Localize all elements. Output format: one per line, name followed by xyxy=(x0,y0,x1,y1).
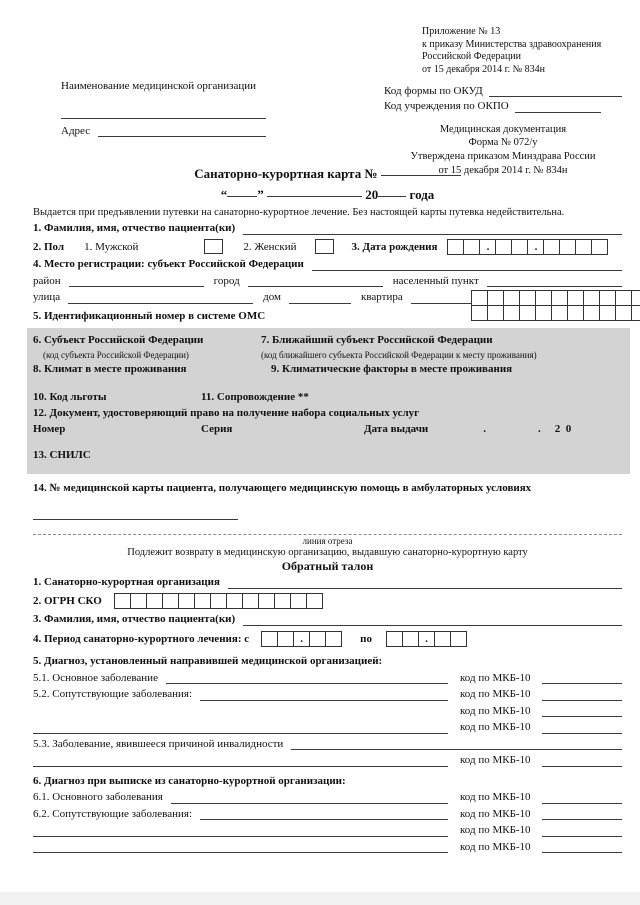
talon-field4-label: 4. Период санаторно-курортного лечения: с xyxy=(33,632,250,645)
org-name-field[interactable] xyxy=(61,92,266,119)
input-cell[interactable] xyxy=(487,305,504,321)
discharge-main-disease-field[interactable] xyxy=(171,792,448,804)
input-cell[interactable] xyxy=(567,290,584,306)
icd-label: код по МКБ-10 xyxy=(460,721,531,734)
period-from-cells[interactable] xyxy=(261,631,342,647)
input-cell[interactable] xyxy=(599,290,616,306)
doc-line: от 15 декабря 2014 г. № 834н xyxy=(438,164,568,176)
input-cell[interactable] xyxy=(535,305,552,321)
house-label: дом xyxy=(263,291,282,303)
field13-label: 13. СНИЛС xyxy=(33,448,91,461)
input-cell[interactable] xyxy=(591,239,608,255)
input-cell[interactable] xyxy=(615,305,632,321)
field8-label: 8. Климат в месте проживания xyxy=(33,362,187,375)
input-cell[interactable] xyxy=(162,593,179,609)
okpo-field[interactable] xyxy=(515,101,601,113)
input-cell[interactable] xyxy=(261,631,278,647)
talon-field5-1-label: 5.1. Основное заболевание xyxy=(33,671,158,684)
icd-code-field[interactable] xyxy=(542,841,622,853)
oms-cells-row2[interactable] xyxy=(471,305,640,321)
period-to-cells[interactable] xyxy=(386,631,467,647)
doc-line: Форма № 072/у xyxy=(468,137,538,149)
field7-label: 7. Ближайший субъект Российской Федерации xyxy=(261,334,493,346)
field1-label: 1. Фамилия, имя, отчество пациента(ки) xyxy=(33,222,236,234)
ambulatory-card-number-field[interactable] xyxy=(33,508,238,520)
annex-line: Российской Федерации xyxy=(422,51,522,62)
icd-code-field[interactable] xyxy=(542,722,622,734)
region-field[interactable] xyxy=(312,259,622,271)
year-field[interactable] xyxy=(378,183,406,197)
input-cell[interactable]: . xyxy=(479,239,496,255)
field10-label: 10. Код льготы xyxy=(33,390,107,403)
street-label: улица xyxy=(33,291,61,303)
input-cell[interactable]: . xyxy=(527,239,544,255)
doc-info xyxy=(384,123,622,178)
district-field[interactable] xyxy=(69,275,204,287)
input-cell[interactable] xyxy=(258,593,275,609)
input-cell[interactable] xyxy=(615,290,632,306)
input-cell[interactable]: . xyxy=(418,631,435,647)
discharge-concomitant-field[interactable] xyxy=(200,808,448,820)
concomitant-disease-field2[interactable] xyxy=(33,722,448,734)
input-cell[interactable] xyxy=(274,593,291,609)
concomitant-disease-field[interactable] xyxy=(200,689,448,701)
disability-disease-field[interactable] xyxy=(291,738,622,750)
icd-code-field[interactable] xyxy=(542,705,622,717)
talon-field2-label: 2. ОГРН СКО xyxy=(33,594,102,607)
icd-code-field[interactable] xyxy=(542,808,622,820)
input-cell[interactable] xyxy=(511,239,528,255)
org-name-label: Наименование медицинской организации xyxy=(61,80,256,92)
annex-text xyxy=(384,26,622,76)
document-number-label: Номер xyxy=(33,422,66,435)
input-cell[interactable] xyxy=(631,290,640,306)
input-cell[interactable] xyxy=(146,593,163,609)
female-label: 2. Женский xyxy=(243,240,297,253)
input-cell[interactable] xyxy=(583,305,600,321)
input-cell[interactable] xyxy=(130,593,147,609)
input-cell[interactable] xyxy=(386,631,403,647)
field12-label: 12. Документ, удостоверяющий право на получение набора социальных услуг xyxy=(33,406,420,419)
male-label: 1. Мужской xyxy=(84,240,139,253)
field7-sublabel: (код ближайшего субъекта Российской Федерации к месту проживания) xyxy=(261,349,537,360)
talon-field3-label: 3. Фамилия, имя, отчество пациента(ки) xyxy=(33,613,236,626)
input-cell[interactable] xyxy=(567,305,584,321)
issue-date-label: Дата выдачи xyxy=(364,422,429,435)
benefits-section xyxy=(27,328,630,474)
input-cell[interactable] xyxy=(535,290,552,306)
sko-organization-field[interactable] xyxy=(228,577,622,589)
field3-label: 3. Дата рождения xyxy=(351,240,438,253)
page-edge-shade xyxy=(0,892,640,905)
issue-note: Выдается при предъявлении путевки на санаторно-курортное лечение. Без настоящей карты путевка недействительна. xyxy=(33,207,565,218)
oms-number-grid xyxy=(471,289,640,324)
settlement-label: населенный пункт xyxy=(392,274,479,287)
field6-label: 6. Субъект Российской Федерации xyxy=(33,334,204,346)
apartment-field[interactable] xyxy=(411,292,471,304)
ogrn-cells[interactable] xyxy=(114,593,323,609)
icd-label: код по МКБ-10 xyxy=(460,840,531,853)
input-cell[interactable] xyxy=(325,631,342,647)
settlement-field[interactable] xyxy=(487,275,622,287)
doc-line: Утверждена приказом Минздрава России xyxy=(410,151,596,163)
talon-field5-3-label: 5.3. Заболевание, явившееся причиной инвалидности xyxy=(33,737,284,750)
issue-date-dot1: . xyxy=(483,422,487,435)
street-field[interactable] xyxy=(68,292,253,304)
input-cell[interactable] xyxy=(290,593,307,609)
icd-label: код по МКБ-10 xyxy=(460,671,531,684)
main-disease-field[interactable] xyxy=(166,672,448,684)
input-cell[interactable] xyxy=(178,593,195,609)
talon-patient-name-field[interactable] xyxy=(243,614,622,626)
input-cell[interactable] xyxy=(559,239,576,255)
annex-line: к приказу Министерства здравоохранения xyxy=(422,38,602,50)
input-cell[interactable] xyxy=(519,290,536,306)
talon-field5-2-label: 5.2. Сопутствующие заболевания: xyxy=(33,688,193,701)
issue-date-dot2: . xyxy=(538,422,541,435)
field2-label: 2. Пол xyxy=(33,240,65,253)
field11-label: 11. Сопровождение ** xyxy=(201,390,309,403)
icd-code-field[interactable] xyxy=(542,825,622,837)
year-prefix: 20 xyxy=(365,187,379,202)
female-checkbox[interactable] xyxy=(315,239,334,254)
input-cell[interactable] xyxy=(543,239,560,255)
input-cell[interactable] xyxy=(519,305,536,321)
approval-block xyxy=(384,26,622,177)
input-cell[interactable] xyxy=(599,305,616,321)
input-cell[interactable] xyxy=(551,305,568,321)
field14-label: 14. № медицинской карты пациента, получающего медицинскую помощь в амбулаторных условиях xyxy=(33,481,532,494)
input-cell[interactable] xyxy=(575,239,592,255)
patient-name-field[interactable] xyxy=(243,223,622,235)
input-cell[interactable] xyxy=(306,593,323,609)
male-checkbox[interactable] xyxy=(204,239,223,254)
city-field[interactable] xyxy=(248,275,383,287)
input-cell[interactable] xyxy=(226,593,243,609)
discharge-concomitant-field3[interactable] xyxy=(33,841,448,853)
icd-label: код по МКБ-10 xyxy=(460,807,531,820)
icd-code-field[interactable] xyxy=(542,755,622,767)
input-cell[interactable] xyxy=(503,290,520,306)
input-cell[interactable] xyxy=(402,631,419,647)
city-label: город xyxy=(213,274,240,287)
period-to-label: по xyxy=(360,632,372,645)
input-cell[interactable] xyxy=(583,290,600,306)
input-cell[interactable] xyxy=(242,593,259,609)
icd-code-field[interactable] xyxy=(542,672,622,684)
input-cell[interactable] xyxy=(309,631,326,647)
input-cell[interactable] xyxy=(495,239,512,255)
input-cell[interactable] xyxy=(471,290,488,306)
cut-line-label: линия отреза xyxy=(302,536,353,547)
document-series-label: Серия xyxy=(201,422,233,435)
okud-label: Код формы по ОКУД xyxy=(384,85,483,97)
input-cell[interactable] xyxy=(631,305,640,321)
input-cell[interactable] xyxy=(277,631,294,647)
icd-label: код по МКБ-10 xyxy=(460,791,531,804)
input-cell[interactable] xyxy=(463,239,480,255)
input-cell[interactable] xyxy=(434,631,451,647)
icd-label: код по МКБ-10 xyxy=(460,704,531,717)
cut-line xyxy=(33,534,622,535)
input-cell[interactable] xyxy=(503,305,520,321)
input-cell[interactable] xyxy=(114,593,131,609)
quote-close: ” xyxy=(257,187,264,202)
address-label: Адрес xyxy=(61,125,91,137)
apartment-label: квартира xyxy=(361,291,403,303)
talon-field6-label: 6. Диагноз при выписке из санаторно-курортной организации: xyxy=(33,774,346,787)
district-label: район xyxy=(33,274,61,287)
issue-date-century: 2 0 xyxy=(554,422,572,435)
talon-field6-1-label: 6.1. Основного заболевания xyxy=(33,791,163,804)
icd-label: код по МКБ-10 xyxy=(460,754,531,767)
annex-line: от 15 декабря 2014 г. № 834н xyxy=(422,63,545,75)
house-field[interactable] xyxy=(289,292,351,304)
field6-sublabel: (код субъекта Российской Федерации) xyxy=(43,349,189,360)
input-cell[interactable] xyxy=(194,593,211,609)
quote-open: “ xyxy=(220,187,228,202)
address-field[interactable] xyxy=(98,125,266,137)
return-slip-title: Обратный талон xyxy=(281,559,374,574)
org-block xyxy=(61,80,311,139)
doc-line: Медицинская документация xyxy=(439,123,567,135)
input-cell[interactable] xyxy=(551,290,568,306)
input-cell[interactable] xyxy=(450,631,467,647)
form-title-text: Санаторно-курортная карта № xyxy=(194,166,378,181)
field5-label: 5. Идентификационный номер в системе ОМС xyxy=(33,309,266,322)
disability-disease-field2[interactable] xyxy=(33,755,448,767)
annex-line: Приложение № 13 xyxy=(422,26,501,37)
talon-field1-label: 1. Санаторно-курортная организация xyxy=(33,576,220,589)
birthdate-cells[interactable] xyxy=(447,239,608,255)
form-date-line xyxy=(33,183,622,203)
input-cell[interactable] xyxy=(487,290,504,306)
icd-label: код по МКБ-10 xyxy=(460,824,531,837)
okud-field[interactable] xyxy=(489,85,622,97)
icd-label: код по МКБ-10 xyxy=(460,688,531,701)
input-cell[interactable] xyxy=(210,593,227,609)
talon-field6-2-label: 6.2. Сопутствующие заболевания: xyxy=(33,807,193,820)
year-word: года xyxy=(409,187,435,202)
input-cell[interactable] xyxy=(447,239,464,255)
icd-code-field[interactable] xyxy=(542,689,622,701)
discharge-concomitant-field2[interactable] xyxy=(33,825,448,837)
field4-label: 4. Место регистрации: субъект Российской Федерации xyxy=(33,258,304,270)
day-field[interactable] xyxy=(227,183,257,197)
input-cell[interactable]: . xyxy=(293,631,310,647)
input-cell[interactable] xyxy=(471,305,488,321)
field9-label: 9. Климатические факторы в месте проживания xyxy=(271,362,513,375)
okpo-label: Код учреждения по ОКПО xyxy=(384,100,509,113)
return-note: Подлежит возврату в медицинскую организацию, выдавшую санаторно-курортную карту xyxy=(127,547,528,559)
talon-field5-label: 5. Диагноз, установленный направившей медицинской организацией: xyxy=(33,655,383,668)
month-field[interactable] xyxy=(267,183,362,197)
icd-code-field[interactable] xyxy=(542,792,622,804)
oms-cells-row1[interactable] xyxy=(471,290,640,306)
